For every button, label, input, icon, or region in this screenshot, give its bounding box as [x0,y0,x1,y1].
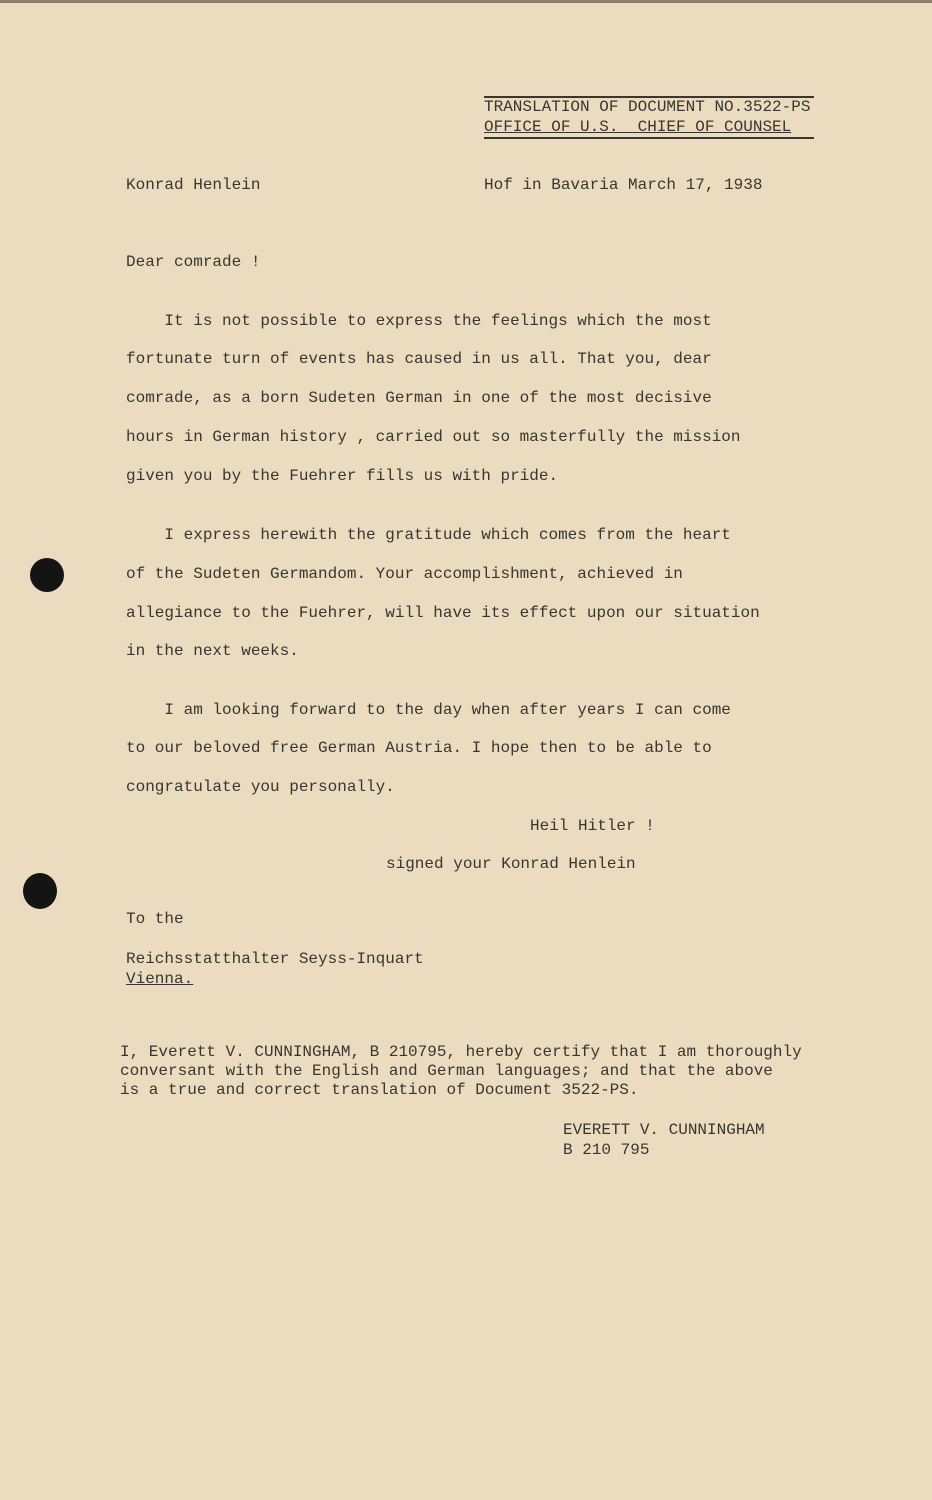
body-line: hours in German history , carried out so masterfully the mission [126,428,741,446]
header-line-1: TRANSLATION OF DOCUMENT NO.3522-PS [484,98,811,116]
translator-name: EVERETT V. CUNNINGHAM [563,1121,765,1139]
city: Vienna. [126,970,194,988]
address-to: To the [126,910,184,928]
punch-hole [23,873,57,909]
recipient: Reichsstatthalter Seyss-Inquart [126,950,424,968]
salutation: Dear comrade ! [126,253,261,271]
certification-line: conversant with the English and German languages; and that the above [120,1062,773,1080]
page-edge [0,0,932,3]
body-line: allegiance to the Fuehrer, will have its effect upon our situation [126,604,760,622]
signature: signed your Konrad Henlein [386,855,636,873]
body-line: I am looking forward to the day when after years I can come [126,701,731,719]
translator-number: B 210 795 [563,1141,650,1159]
body-line: given you by the Fuehrer fills us with pride. [126,467,559,485]
certification-line: is a true and correct translation of Document 3522-PS. [120,1081,639,1099]
closing: Heil Hitler ! [530,817,655,835]
body-line: in the next weeks. [126,642,299,660]
body-line: I express herewith the gratitude which comes from the heart [126,526,731,544]
body-line: It is not possible to express the feelings which the most [126,312,712,330]
sender: Konrad Henlein [126,176,261,194]
body-line: to our beloved free German Austria. I hope then to be able to [126,739,712,757]
place-date: Hof in Bavaria March 17, 1938 [484,176,763,194]
punch-hole [30,558,64,592]
header-line-2: OFFICE OF U.S. CHIEF OF COUNSEL [484,118,792,136]
body-line: fortunate turn of events has caused in us all. That you, dear [126,350,712,368]
body-line: of the Sudeten Germandom. Your accomplishment, achieved in [126,565,683,583]
header-rule-bottom [484,137,814,139]
body-line: comrade, as a born Sudeten German in one of the most decisive [126,389,712,407]
body-line: congratulate you personally. [126,778,395,796]
certification-line: I, Everett V. CUNNINGHAM, B 210795, hereby certify that I am thoroughly [120,1043,802,1061]
